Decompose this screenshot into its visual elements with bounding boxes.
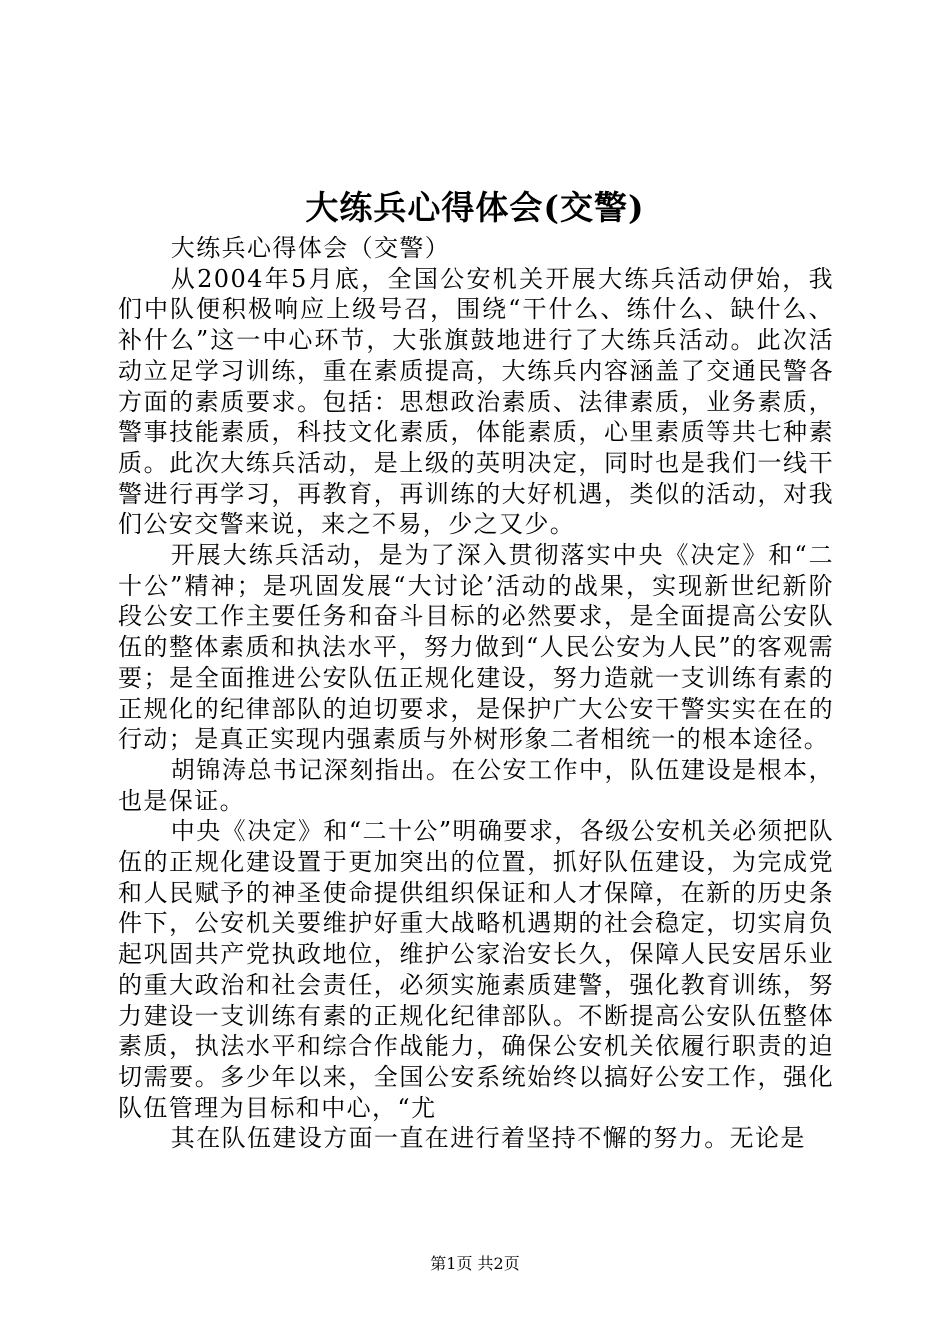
page-number-footer: 第1页 共2页 (430, 1254, 520, 1273)
body-paragraph: 开展大练兵活动，是为了深入贯彻落实中央《决定》和“二十公”精神；是巩固发展“大讨论’活动的战果，实现新世纪新阶段公安工作主要任务和奋斗目标的必然要求，是全面提高公安队伍的整体素质和执法水平，努力做到“人民公安为人民”的客观需要；是全面推进公安队伍正规化建设，努力造就一支训练有素的正规化的纪律部队的迫切要求，是保护广大公安干警实实在在的行动；是真正实现内强素质与外树形象二者相统一的根本途径。 (118, 541, 834, 754)
subtitle-paragraph: 大练兵心得体会（交警） (170, 234, 451, 262)
body-paragraph: 胡锦涛总书记深刻指出。在公安工作中，队伍建设是根本，也是保证。 (118, 755, 834, 815)
body-paragraph: 从2004年5月底，全国公安机关开展大练兵活动伊始，我们中队便积极响应上级号召，围绕“干什么、练什么、缺什么、补什么”这一中心环节，大张旗鼓地进行了大练兵活动。此次活动立足学习训练，重在素质提高，大练兵内容涵盖了交通民警各方面的素质要求。包括：思想政治素质、法律素质，业务素质，警事技能素质，科技文化素质，体能素质，心里素质等共七种素质。此次大练兵活动，是上级的英明决定，同时也是我们一线干警进行再学习，再教育，再训练的大好机遇，类似的活动，对我们公安交警来说，来之不易，少之又少。 (118, 264, 834, 539)
body-paragraph: 中央《决定》和“二十公”明确要求，各级公安机关必须把队伍的正规化建设置于更加突出的位置，抓好队伍建设，为完成党和人民赋予的神圣使命提供组织保证和人才保障，在新的历史条件下，公安机关要维护好重大战略机遇期的社会稳定，切实肩负起巩固共产党执政地位，维护公家治安长久，保障人民安居乐业的重大政治和社会责任，必须实施素质建警，强化教育训练，努力建设一支训练有素的正规化纪律部队。不断提高公安队伍整体素质，执法水平和综合作战能力，确保公安机关依履行职责的迫切需要。多少年以来，全国公安系统始终以搞好公安工作，强化队伍管理为目标和中心，“尤 (118, 817, 834, 1122)
document-title: 大练兵心得体会(交警) (305, 188, 645, 227)
body-paragraph: 其在队伍建设方面一直在进行着坚持不懈的努力。无论是 (170, 1124, 806, 1153)
document-body (118, 233, 834, 1154)
